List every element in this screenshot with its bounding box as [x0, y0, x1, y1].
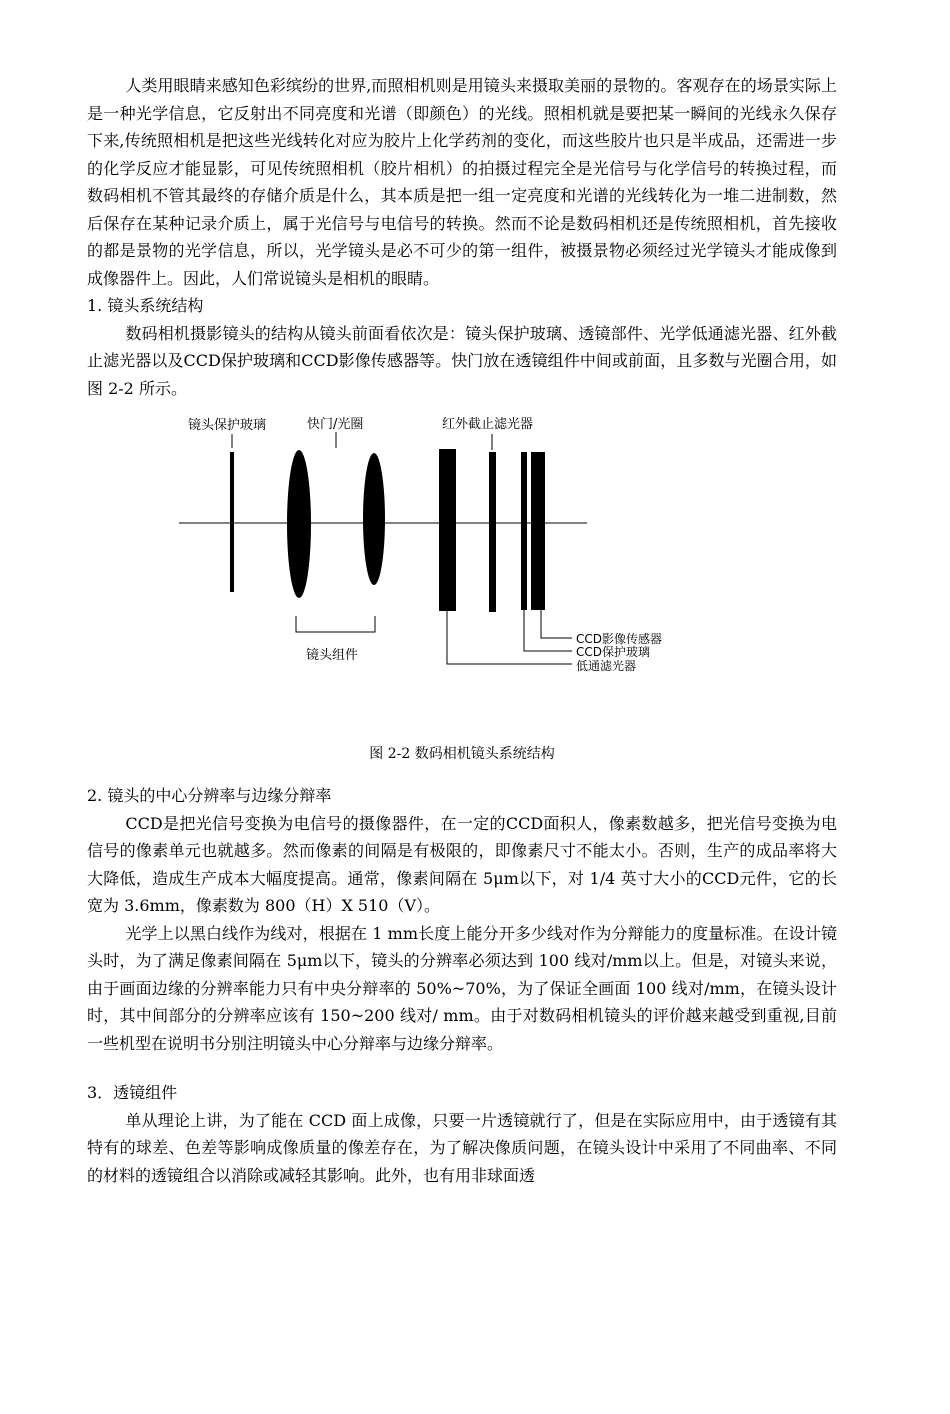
- resolution-paragraph-1: CCD是把光信号变换为电信号的摄像器件，在一定的CCD面积人，像素数越多，把光信号变换为电信号的像素单元也就越多。然而像素的间隔是有极限的，即像素尺寸不能太小。否则，生产的成品率将大大降低，造成生产成本大幅度提高。通常，像素间隔在 5μm以下，对 1/4 英寸大小的CCD元件，它的长宽为 3.6mm，像素数为 800（H）X 510（V）。: [87, 813, 837, 915]
- section-heading-1: 1. 镜头系统结构: [87, 296, 204, 315]
- intro-paragraph: 人类用眼睛来感知色彩缤纷的世界,而照相机则是用镜头来摄取美丽的景物的。客观存在的场景实际上是一种光学信息，它反射出不同亮度和光谱（即颜色）的光线。照相机就是要把某一瞬间的光线永久保存下来,传统照相机是把这些光线转化对应为胶片上化学药剂的变化，而这些胶片也只是半成品，还需进一步的化学反应才能显影，可见传统照相机（胶片相机）的拍摄过程完全是光信号与化学信号的转换过程，而数码相机不管其最终的存储介质是什么，其本质是把一组一定亮度和光谱的光线转化为一堆二进制数，然后保存在某种记录介质上，属于光信号与电信号的转换。然而不论是数码相机还是传统照相机，首先接收的都是景物的光学信息，所以，光学镜头是必不可少的第一组件，被摄景物必须经过光学镜头才能成像到成像器件上。因此，人们常说镜头是相机的眼睛。: [87, 76, 837, 288]
- lens-element-1: [287, 450, 311, 598]
- lens-diagram: [87, 402, 837, 732]
- label-protect-glass: 镜头保护玻璃: [188, 418, 267, 433]
- section-heading-3: 3．透镜组件: [87, 1083, 178, 1102]
- ccd-sensor-leader: [541, 610, 572, 638]
- ccd-sensor-bar: [531, 452, 545, 610]
- section-heading-2: 2. 镜头的中心分辨率与边缘分辩率: [87, 786, 332, 805]
- label-ccd-glass: CCD保护玻璃: [576, 645, 650, 659]
- lens-system-figure: [87, 402, 837, 782]
- lens-group-bracket: [296, 616, 375, 632]
- ccd-glass-leader: [524, 610, 572, 651]
- label-lens-group: 镜头组件: [306, 648, 359, 663]
- ccd-glass-bar: [521, 452, 527, 610]
- document-page: [87, 72, 837, 1189]
- figure-caption: 图 2-2 数码相机镜头系统结构: [369, 746, 555, 762]
- protect-glass-bar: [230, 452, 234, 592]
- label-lowpass: 低通滤光器: [576, 659, 637, 673]
- label-ccd-sensor: CCD影像传感器: [576, 632, 662, 646]
- label-shutter: 快门/光圈: [307, 417, 364, 432]
- ir-filter-bar: [489, 452, 496, 612]
- lens-group-paragraph: 单从理论上讲，为了能在 CCD 面上成像，只要一片透镜就行了，但是在实际应用中，由于透镜有其特有的球差、色差等影响成像质量的像差存在，为了解决像质问题，在镜头设计中采用了不同曲率、不同的材料的透镜组合以消除或减轻其影响。此外，也有用非球面透: [87, 1110, 837, 1185]
- lowpass-filter-bar: [439, 449, 456, 611]
- lens-element-2: [363, 453, 385, 585]
- resolution-paragraph-2: 光学上以黑白线作为线对，根据在 1 mm长度上能分开多少线对作为分辩能力的度量标准。在设计镜头时，为了满足像素间隔在 5μm以下，镜头的分辨率必须达到 100 线对/mm以上。但是，对镜头来说，由于画面边缘的分辨率能力只有中央分辩率的 50%~70%，为了保证全画面 100 线对/mm，在镜头设计时，其中间部分的分辨率应该有 150~200 线对/ mm。由于对数码相机镜头的评价越来越受到重视,目前一些机型在说明书分别注明镜头中心分辩率与边缘分辩率。: [87, 923, 837, 1053]
- lens-structure-paragraph: 数码相机摄影镜头的结构从镜头前面看依次是：镜头保护玻璃、透镜部件、光学低通滤光器、红外截止滤光器以及CCD保护玻璃和CCD影像传感器等。快门放在透镜组件中间或前面，且多数与光圈合用，如图 2-2 所示。: [87, 323, 837, 398]
- label-ir-filter: 红外截止滤光器: [442, 417, 534, 432]
